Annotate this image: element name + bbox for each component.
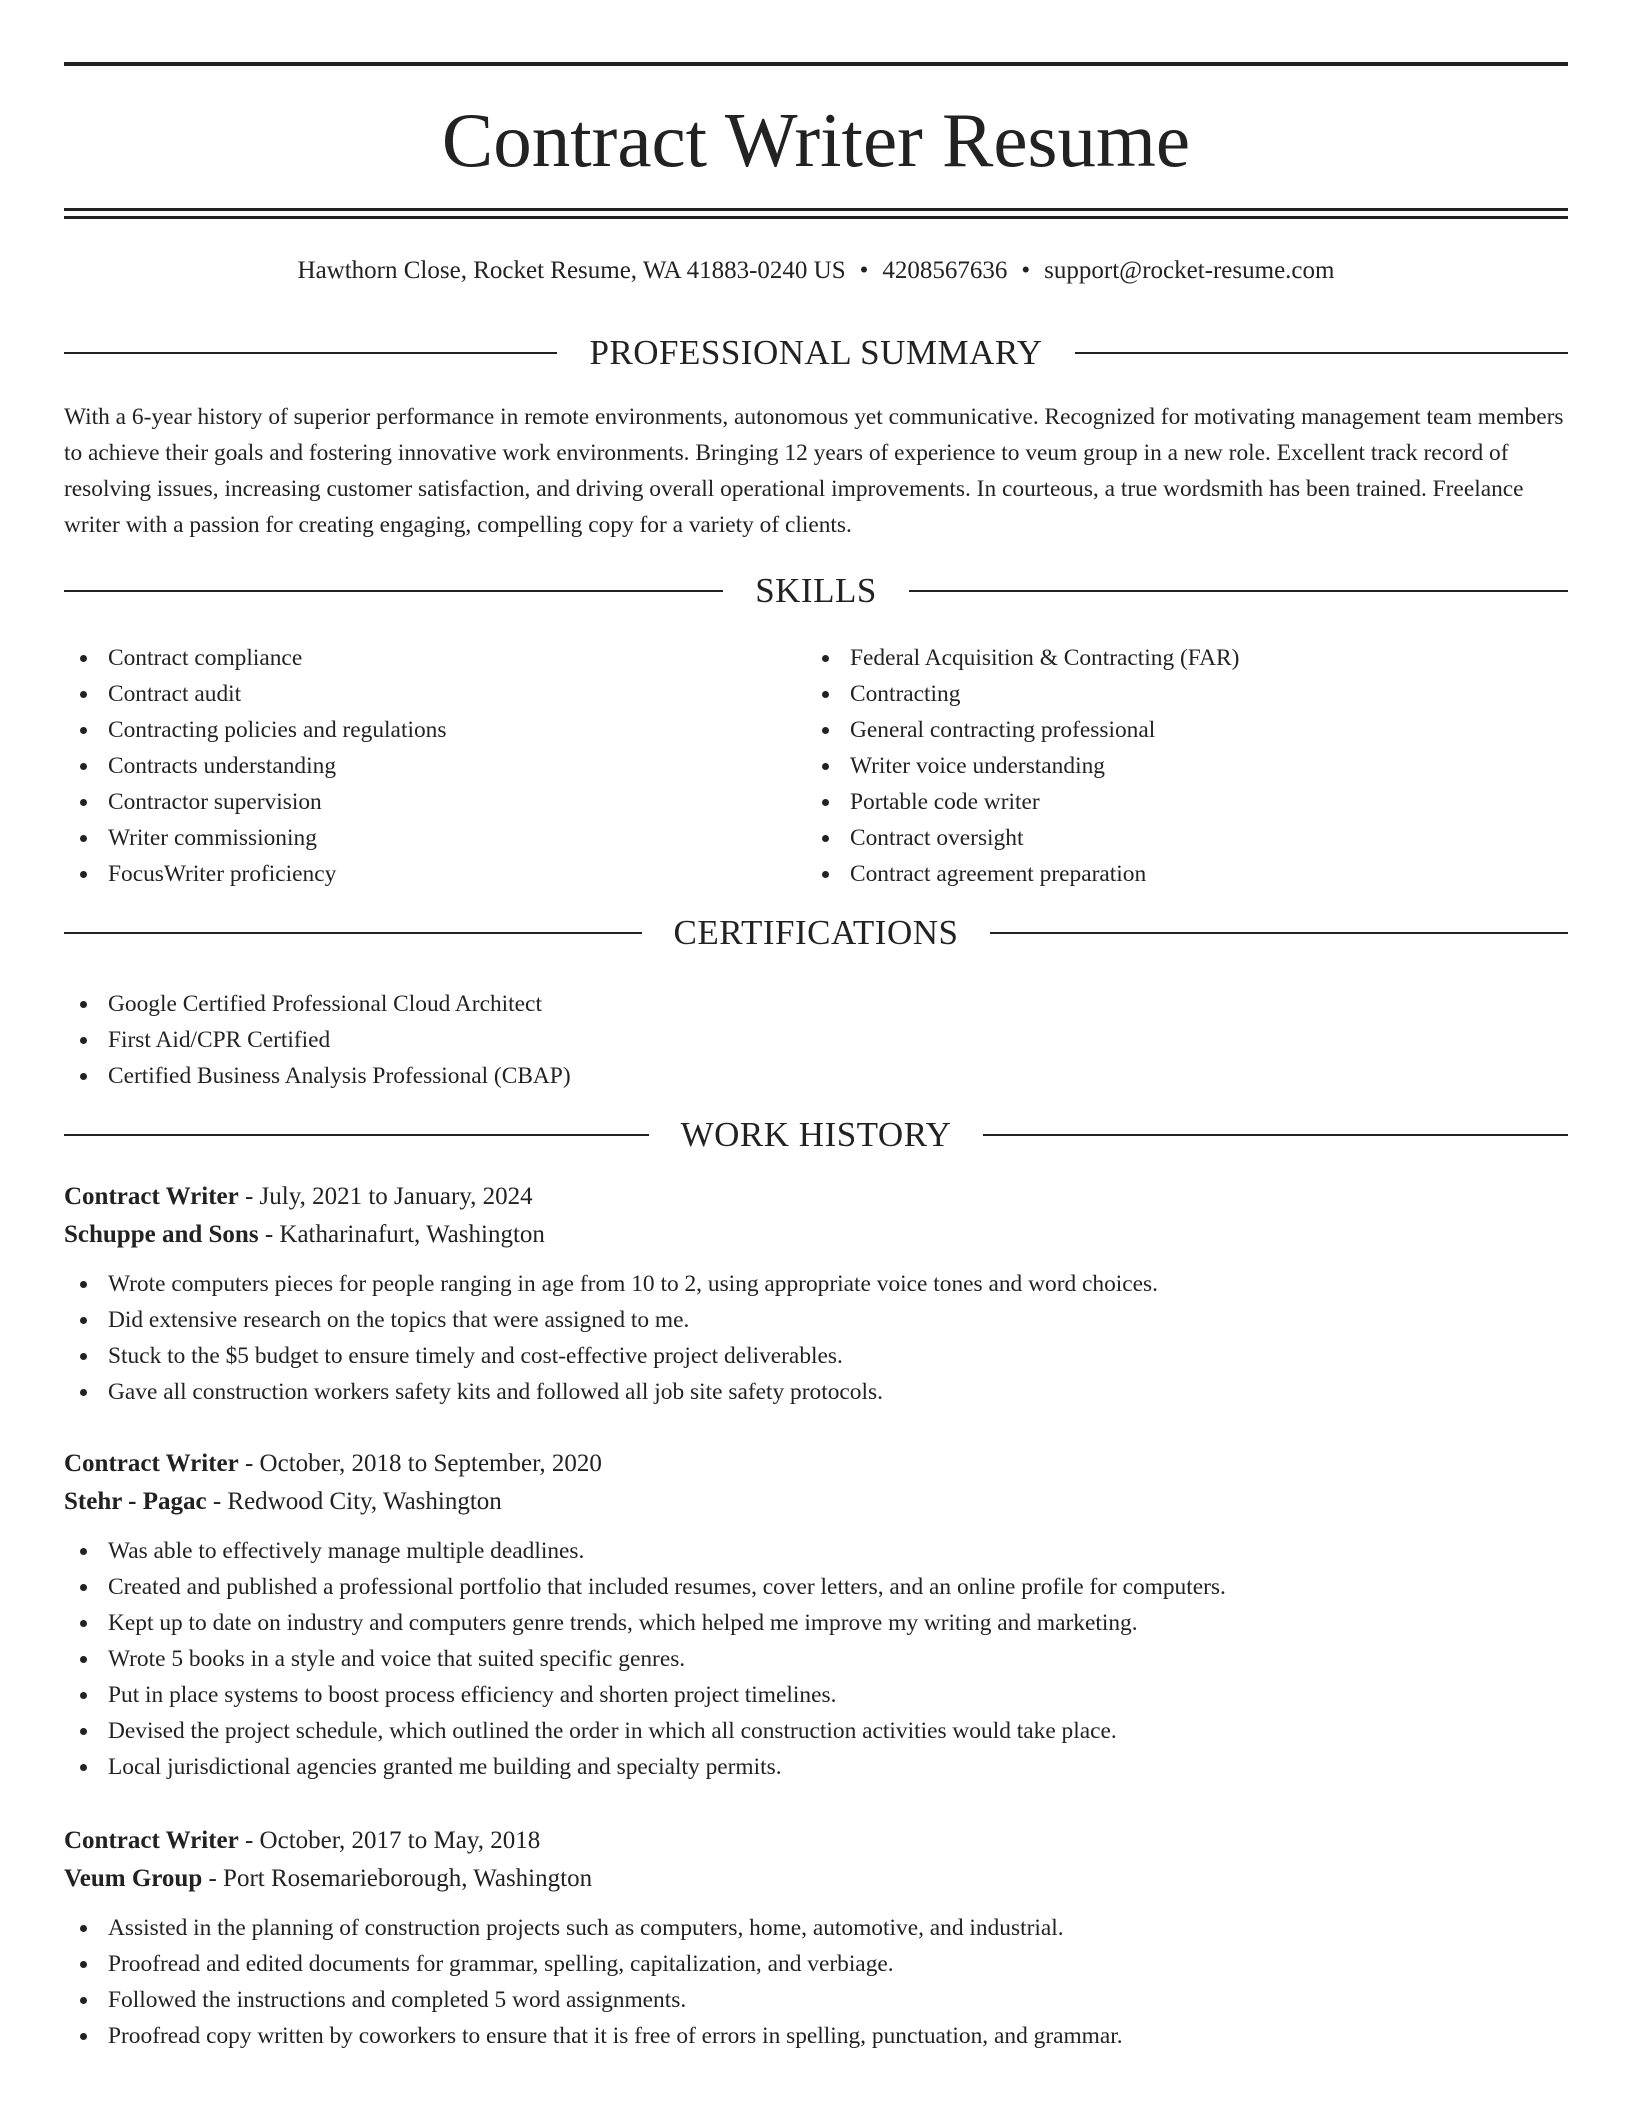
- certification-item: Google Certified Professional Cloud Architect: [64, 986, 1064, 1022]
- job-duty-item: Followed the instructions and completed 5 word assignments.: [64, 1982, 1568, 2018]
- section-heading-label: CERTIFICATIONS: [673, 913, 959, 952]
- job-duties-list: [64, 1533, 1568, 1785]
- job-dates: - October, 2017 to May, 2018: [238, 1827, 541, 1854]
- job-role: Contract Writer: [64, 1827, 239, 1854]
- job-dates: - October, 2018 to September, 2020: [238, 1450, 602, 1477]
- job-duty-item: Put in place systems to boost process efficiency and shorten project timelines.: [64, 1677, 1568, 1713]
- skill-item: Writer voice understanding: [806, 748, 1506, 784]
- skill-item: Contract oversight: [806, 820, 1506, 856]
- skills-list-left: [64, 640, 764, 892]
- title-rule-upper: [64, 208, 1568, 211]
- job-dates: - July, 2021 to January, 2024: [238, 1183, 533, 1210]
- contact-separator: •: [1021, 257, 1031, 284]
- job-company-line: [64, 1216, 1568, 1254]
- job-duty-item: Did extensive research on the topics that were assigned to me.: [64, 1302, 1568, 1338]
- job-location: - Redwood City, Washington: [206, 1488, 502, 1515]
- job-entry: [64, 1822, 1568, 2054]
- job-duty-item: Gave all construction workers safety kits and followed all job site safety protocols.: [64, 1374, 1568, 1410]
- job-duty-item: Assisted in the planning of construction projects such as computers, home, automotive, and industrial.: [64, 1910, 1568, 1946]
- section-heading-label: PROFESSIONAL SUMMARY: [589, 333, 1043, 372]
- section-heading-skills: [64, 569, 1568, 613]
- skill-item: Contract compliance: [64, 640, 764, 676]
- certification-item: First Aid/CPR Certified: [64, 1022, 1064, 1058]
- top-rule: [64, 62, 1568, 66]
- contact-phone: 4208567636: [882, 257, 1008, 284]
- contact-separator: •: [859, 257, 869, 284]
- job-duty-item: Proofread and edited documents for grammar, spelling, capitalization, and verbiage.: [64, 1946, 1568, 1982]
- summary-text: With a 6-year history of superior performance in remote environments, autonomous yet communicative. Recognized for motivating management team members to achieve their goals and fostering innovative work environments. Bringing 12 years of experience to veum group in a new role. Excellent track record of resolving issues, increasing customer satisfaction, and driving overall operational improvements. In courteous, a true wordsmith has been trained. Freelance writer with a passion for creating engaging, compelling copy for a variety of clients.: [64, 404, 1564, 538]
- section-heading-label: WORK HISTORY: [680, 1115, 952, 1154]
- job-title-line: [64, 1445, 1568, 1483]
- skill-item: Contract agreement preparation: [806, 856, 1506, 892]
- resume-title: Contract Writer Resume: [441, 97, 1191, 183]
- section-heading-certifications: [64, 911, 1568, 955]
- heading-rule-left: [64, 1134, 649, 1136]
- heading-rule-right: [1075, 352, 1568, 354]
- skill-item: Contract audit: [64, 676, 764, 712]
- job-duty-item: Devised the project schedule, which outlined the order in which all construction activities would take place.: [64, 1713, 1568, 1749]
- job-duties-list: [64, 1910, 1568, 2054]
- job-title-line: [64, 1178, 1568, 1216]
- skill-item: General contracting professional: [806, 712, 1506, 748]
- job-role: Contract Writer: [64, 1450, 239, 1477]
- job-duty-item: Local jurisdictional agencies granted me building and specialty permits.: [64, 1749, 1568, 1785]
- heading-rule-right: [983, 1134, 1568, 1136]
- job-title-line: [64, 1822, 1568, 1860]
- job-role: Contract Writer: [64, 1183, 239, 1210]
- job-entry: [64, 1445, 1568, 1785]
- job-duty-item: Stuck to the $5 budget to ensure timely and cost-effective project deliverables.: [64, 1338, 1568, 1374]
- job-duty-item: Wrote computers pieces for people ranging in age from 10 to 2, using appropriate voice tones and word choices.: [64, 1266, 1568, 1302]
- heading-rule-right: [909, 590, 1568, 592]
- certifications-list: [64, 986, 1064, 1094]
- skill-item: Contracting policies and regulations: [64, 712, 764, 748]
- heading-rule-left: [64, 932, 642, 934]
- job-duty-item: Kept up to date on industry and computers genre trends, which helped me improve my writing and marketing.: [64, 1605, 1568, 1641]
- skills-list-right: [806, 640, 1506, 892]
- job-duty-item: Proofread copy written by coworkers to ensure that it is free of errors in spelling, punctuation, and grammar.: [64, 2018, 1568, 2054]
- job-location: - Port Rosemarieborough, Washington: [202, 1865, 593, 1892]
- job-duty-item: Created and published a professional portfolio that included resumes, cover letters, and an online profile for computers.: [64, 1569, 1568, 1605]
- job-company-line: [64, 1860, 1568, 1898]
- certification-item: Certified Business Analysis Professional (CBAP): [64, 1058, 1064, 1094]
- title-rule-lower: [64, 216, 1568, 219]
- section-heading-label: SKILLS: [755, 571, 877, 610]
- skill-item: Contracts understanding: [64, 748, 764, 784]
- heading-rule-right: [990, 932, 1568, 934]
- section-heading-summary: [64, 331, 1568, 375]
- skill-item: Contracting: [806, 676, 1506, 712]
- job-company: Veum Group: [64, 1865, 203, 1892]
- heading-rule-left: [64, 590, 723, 592]
- skill-item: Writer commissioning: [64, 820, 764, 856]
- job-duty-item: Was able to effectively manage multiple deadlines.: [64, 1533, 1568, 1569]
- job-duties-list: [64, 1266, 1568, 1410]
- heading-rule-left: [64, 352, 557, 354]
- skills-column-left: [64, 640, 764, 892]
- job-duty-item: Wrote 5 books in a style and voice that suited specific genres.: [64, 1641, 1568, 1677]
- job-location: - Katharinafurt, Washington: [258, 1221, 545, 1248]
- job-company: Stehr - Pagac: [64, 1488, 207, 1515]
- contact-address: Hawthorn Close, Rocket Resume, WA 41883-0240 US: [297, 257, 846, 284]
- job-company-line: [64, 1483, 1568, 1521]
- job-company: Schuppe and Sons: [64, 1221, 259, 1248]
- skills-column-right: [806, 640, 1506, 892]
- skill-item: Contractor supervision: [64, 784, 764, 820]
- section-heading-work-history: [64, 1113, 1568, 1157]
- certifications-block: [64, 986, 1064, 1094]
- job-entry: [64, 1178, 1568, 1410]
- skill-item: Federal Acquisition & Contracting (FAR): [806, 640, 1506, 676]
- contact-email: support@rocket-resume.com: [1044, 257, 1335, 284]
- contact-line: [64, 255, 1568, 287]
- skill-item: FocusWriter proficiency: [64, 856, 764, 892]
- skill-item: Portable code writer: [806, 784, 1506, 820]
